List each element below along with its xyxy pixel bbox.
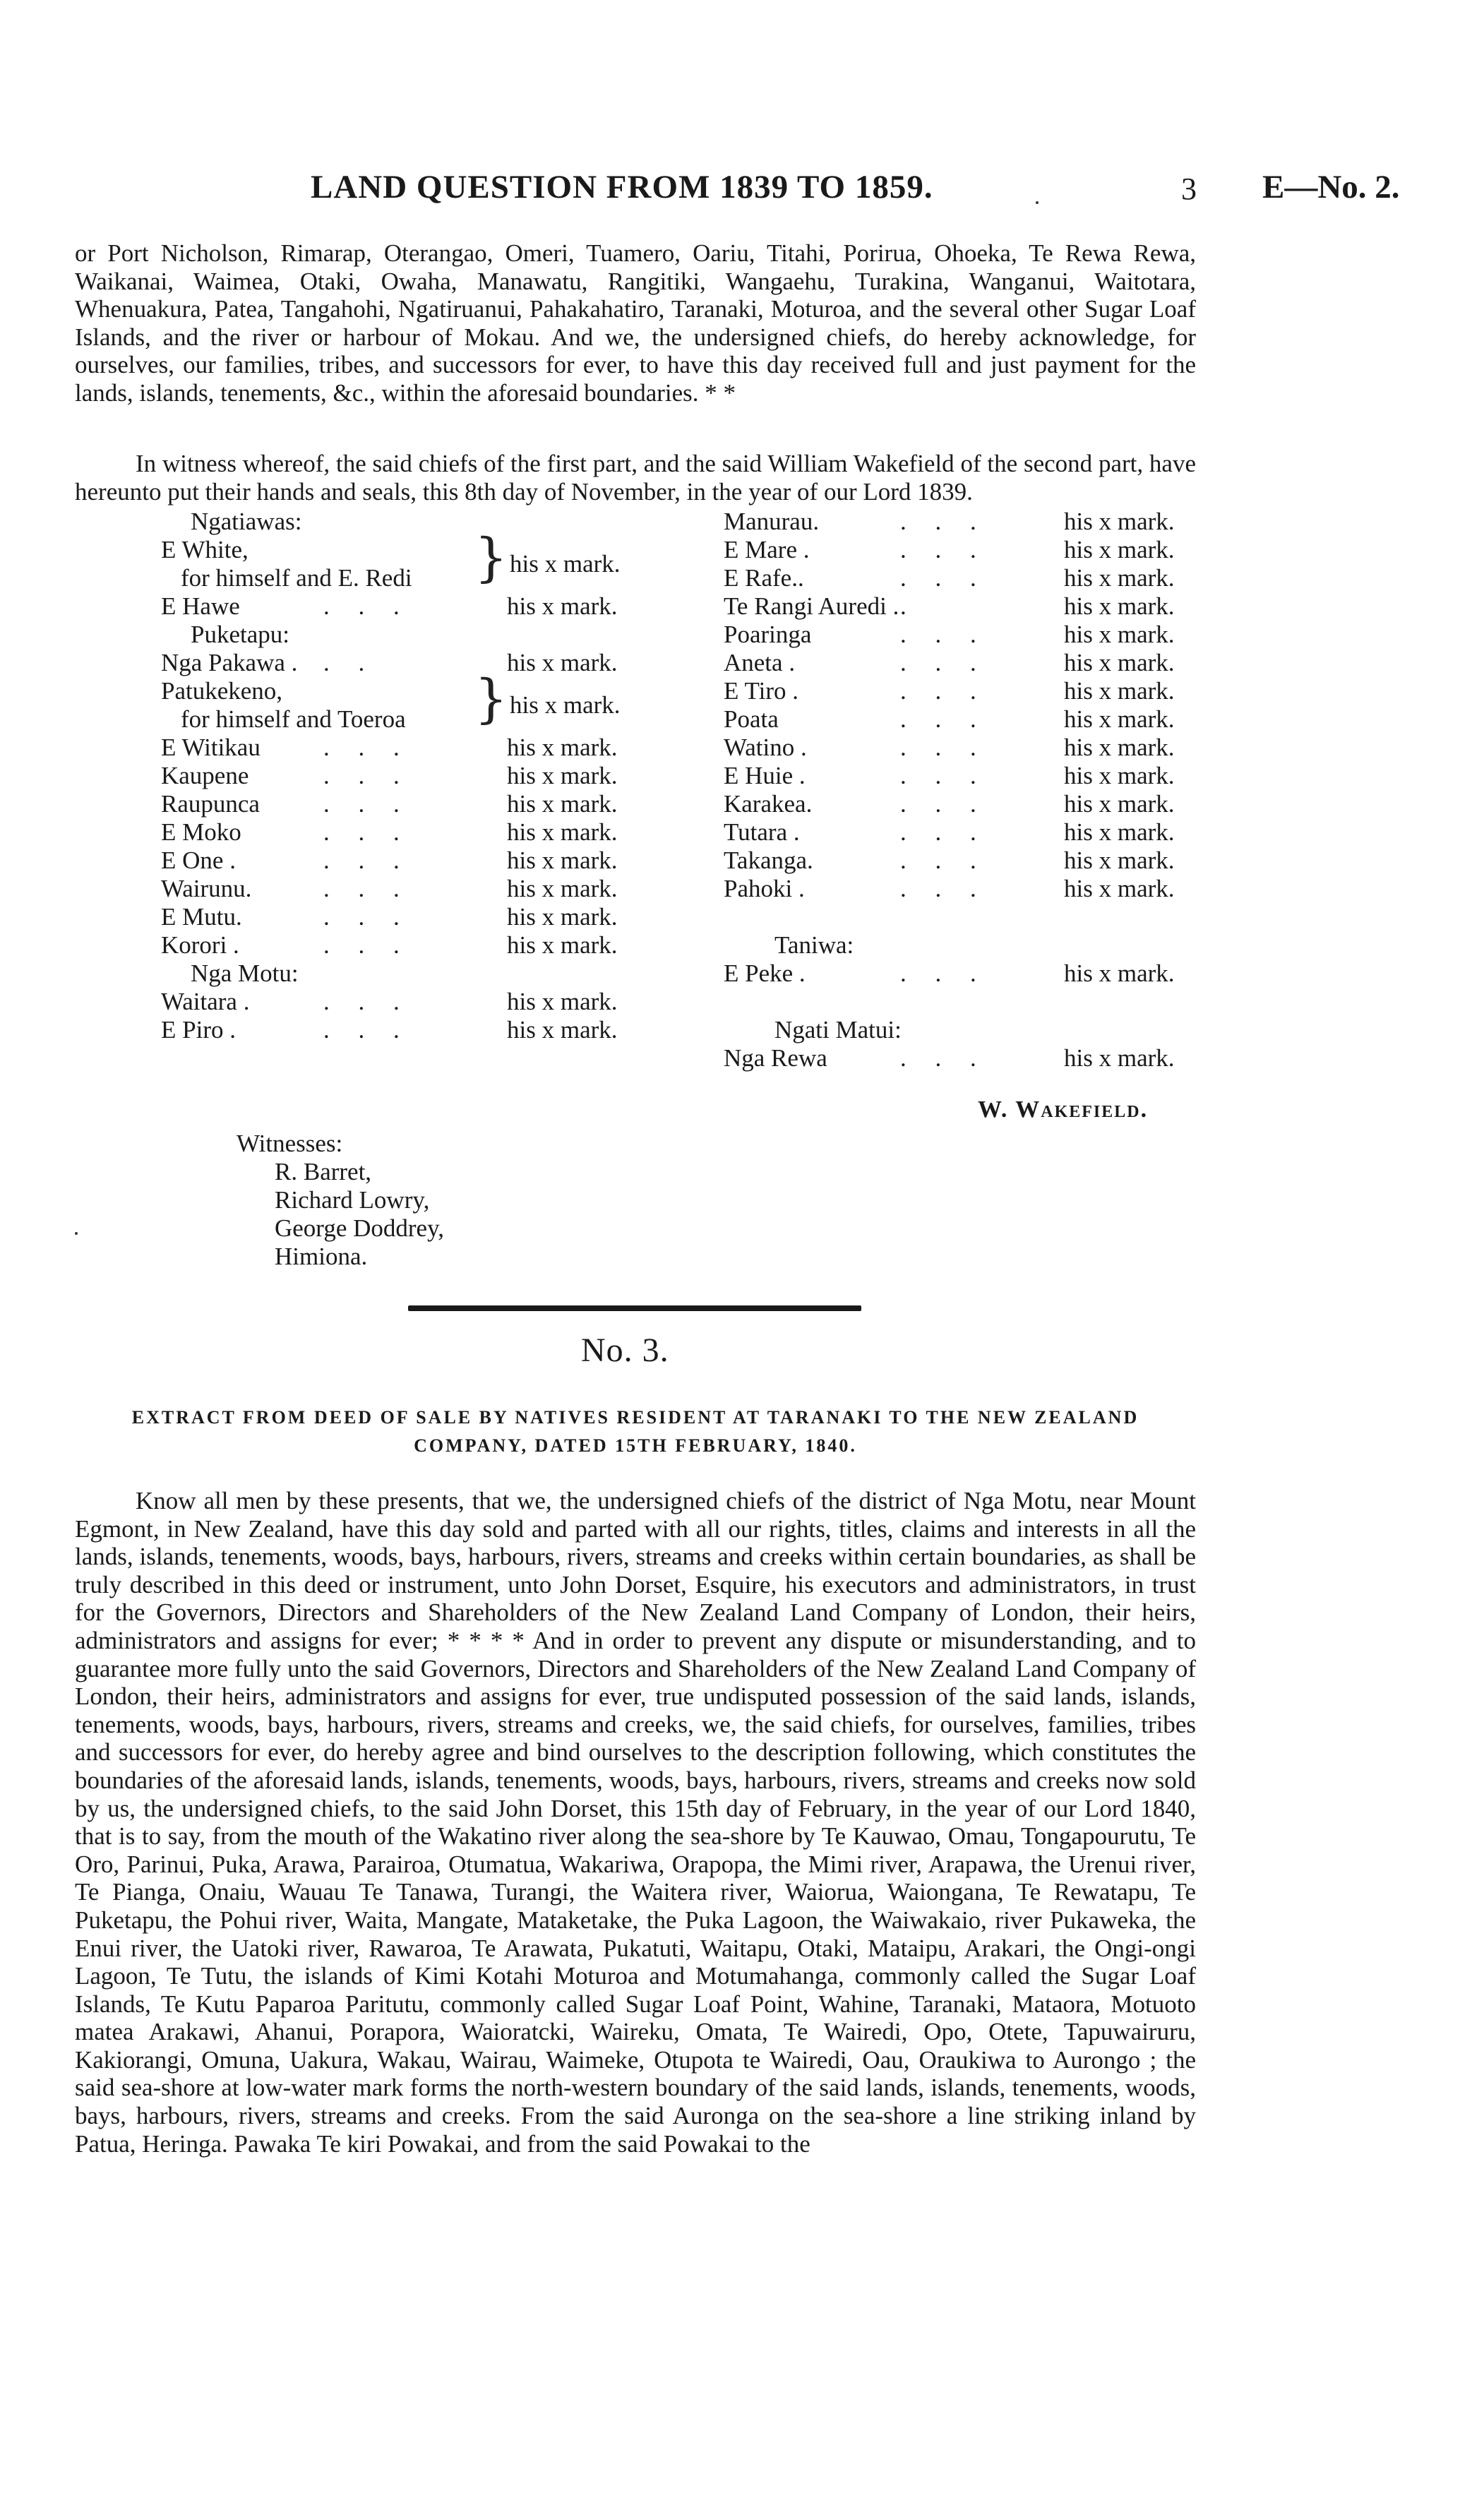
signature-mark: his x mark. <box>1064 847 1175 874</box>
signature-mark: his x mark. <box>1064 818 1175 846</box>
signature-mark: his x mark. <box>507 903 618 931</box>
leader-dots: . . . <box>900 762 988 789</box>
signatory-name: Takanga. <box>724 847 813 874</box>
leader-dots: . . . <box>900 649 988 676</box>
leader-dots: . . . <box>323 734 411 761</box>
document-number: No. 3. <box>581 1332 669 1369</box>
signature-mark: his x mark. <box>1064 959 1175 987</box>
signature-mark: his x mark. <box>1064 762 1175 789</box>
signature-mark: his x mark. <box>1064 564 1175 592</box>
signatory-name: Korori . <box>161 931 239 959</box>
signature-mark: his x mark. <box>1064 790 1175 818</box>
signature-mark: his x mark. <box>1064 875 1175 902</box>
signatory-name: E Huie . <box>724 762 806 789</box>
leader-dots: . . . <box>900 536 988 563</box>
deed-one-body: or Port Nicholson, Rimarap, Oterangao, Omeri, Tuamero, Oariu, Titahi, Porirua, Ohoeka, Te Rewa Rewa, Waikanai, Waimea, Otaki, Owaha, Manawatu, Rangitiki, Wangaehu, Turakina, Wanganui, Waitotara, Whenuakura, Patea, Tangahohi, Ngatiruanui, Pahakahatiro, Taranaki, Moturoa, and the several other Sugar Loaf Islands, and the river or harbour of Mokau. And we, the undersigned chiefs, do hereby acknowledge, for ourselves, our families, tribes, and successors for ever, to have this day received full and just payment for the lands, islands, tenements, &c., within the aforesaid boundaries. * * <box>75 239 1196 407</box>
leader-dots: . . . <box>323 847 411 874</box>
signature-mark: his x mark. <box>1064 536 1175 563</box>
signature-mark: his x mark. <box>1064 508 1175 535</box>
signature-mark: his x mark. <box>1064 705 1175 733</box>
page-number: 3 <box>1181 172 1197 206</box>
witness-name: Himiona. <box>275 1243 368 1270</box>
leader-dots: . . . <box>900 875 988 902</box>
signatory-name: E Peke . <box>724 959 806 987</box>
leader-dots: . . . <box>900 790 988 818</box>
witness-name: R. Barret, <box>275 1158 372 1185</box>
signature-mark: his x mark. <box>507 875 618 902</box>
tribe-heading: Ngati Matui: <box>774 1016 902 1044</box>
grouping-brace: } <box>474 669 508 729</box>
leader-dots: . . . <box>900 705 988 733</box>
leader-dots: . . . <box>900 677 988 705</box>
signatory-name: Watino . <box>724 734 807 761</box>
signature-mark: his x mark. <box>1064 1044 1175 1072</box>
leader-dots: . . . <box>323 592 411 620</box>
leader-dots: . . . <box>323 790 411 818</box>
signature-mark: his x mark. <box>1064 592 1175 620</box>
tribe-heading: Nga Motu: <box>191 959 299 987</box>
signatory-name: Wairunu. <box>161 875 252 902</box>
leader-dots: . . . <box>900 959 988 987</box>
witness-clause: In witness whereof, the said chiefs of the first part, and the said William Wakefield of the second part, have hereunto put their hands and seals, this 8th day of November, in the year of our Lord 1839. <box>75 450 1196 506</box>
leader-dots: . . . <box>900 1044 988 1072</box>
signatory-name: Tutara . <box>724 818 800 846</box>
signatory-name: E One . <box>161 847 236 874</box>
signatory-proxy: for himself and E. Redi <box>181 564 412 592</box>
signatory-name: Aneta . <box>724 649 796 676</box>
leader-dots: . . . <box>900 508 988 535</box>
witnesses-label: Witnesses: <box>237 1130 343 1157</box>
leader-dots: . . . <box>900 847 988 874</box>
signatory-name: Karakea. <box>724 790 813 818</box>
signatory-name: Kaupene <box>161 762 249 789</box>
tribe-heading: Ngatiawas: <box>191 508 302 535</box>
leader-dots: . . . <box>900 564 988 592</box>
running-header-title: LAND QUESTION FROM 1839 TO 1859. <box>311 169 933 205</box>
grouping-brace: } <box>474 527 508 588</box>
signature-mark: his x mark. <box>507 931 618 959</box>
signatory-name: Patukekeno, <box>161 677 283 705</box>
signatory-name: E White, <box>161 536 249 563</box>
signatory-name: Poata <box>724 705 779 733</box>
signatory-name: E Piro . <box>161 1016 236 1044</box>
leader-dots: . . <box>323 649 376 676</box>
signatory-proxy: for himself and Toeroa <box>181 705 406 733</box>
leader-dots: . . . <box>900 734 988 761</box>
section-divider <box>408 1305 861 1311</box>
signatory-name: Nga Rewa <box>724 1044 827 1072</box>
signature-mark: his x mark. <box>507 847 618 874</box>
signatory-name: Te Rangi Auredi . <box>724 592 899 620</box>
witness-name: George Doddrey, <box>275 1214 445 1242</box>
signature-mark: his x mark. <box>507 649 618 676</box>
paper-reference: E—No. 2. <box>1262 169 1400 205</box>
signatory-name: Raupunca <box>161 790 260 818</box>
signatory-name: Waitara . <box>161 988 250 1015</box>
signature-mark: his x mark. <box>507 592 618 620</box>
leader-dots: . . . <box>900 818 988 846</box>
ink-speck <box>75 1232 78 1235</box>
witness-name: Richard Lowry, <box>275 1186 430 1214</box>
signatory-name: E Mutu. <box>161 903 242 931</box>
signature-mark: his x mark. <box>510 550 621 578</box>
signatory-name: Manurau. <box>724 508 820 535</box>
signatory-name: E Tiro . <box>724 677 799 705</box>
signature-mark: his x mark. <box>507 1016 618 1044</box>
leader-dots: . . . <box>323 931 411 959</box>
signatory-name: E Hawe <box>161 592 240 620</box>
leader-dots: . . . <box>323 1016 411 1044</box>
tribe-heading: Puketapu: <box>191 621 289 648</box>
signatory-name: E Moko <box>161 818 241 846</box>
signature-mark: his x mark. <box>507 734 618 761</box>
signature-mark: his x mark. <box>507 988 618 1015</box>
tribe-heading: Taniwa: <box>774 931 854 959</box>
witnesses-block <box>237 1130 444 1271</box>
signature-mark: his x mark. <box>1064 734 1175 761</box>
extract-title: EXTRACT FROM DEED OF SALE BY NATIVES RESIDENT AT TARANAKI TO THE NEW ZEALAND COMPANY, DATED 15TH FEBRUARY, 1840. <box>131 1407 1139 1456</box>
ink-speck <box>1036 201 1039 204</box>
signatory-name: Poaringa <box>724 621 812 648</box>
leader-dots: . . . <box>323 903 411 931</box>
leader-dots: . . . <box>323 988 411 1015</box>
signature-mark: his x mark. <box>1064 621 1175 648</box>
signatory-name: E Rafe.. <box>724 564 804 592</box>
signatory-name: Nga Pakawa . <box>161 649 298 676</box>
signature-mark: his x mark. <box>1064 649 1175 676</box>
deed-two-body: Know all men by these presents, that we, the undersigned chiefs of the district of Nga Motu, near Mount Egmont, in New Zealand, have this day sold and parted with all our rights, titles, claims and interests in all the lands, islands, tenements, woods, bays, harbours, rivers, streams and creeks within certain boundaries, as shall be truly described in this deed or instrument, unto John Dorset, Esquire, his executors and administrators, in trust for the Governors, Directors and Shareholders of the New Zealand Land Company of London, their heirs, administrators and assigns for ever; * * * * And in order to prevent any dispute or misunderstanding, and to guarantee more fully unto the said Governors, Directors and Shareholders of the New Zealand Land Company of London, their heirs, administrators and assigns for ever, true undisputed possession of the said lands, islands, tenements, woods, bays, harbours, rivers, streams and creeks, we, the said chiefs, for ourselves, families, tribes and successors for ever, do hereby agree and bind ourselves to the description following, which constitutes the boundaries of the aforesaid lands, islands, tenements, woods, bays, harbours, rivers, streams and creeks now sold by us, the undersigned chiefs, to the said John Dorset, this 15th day of February, in the year of our Lord 1840, that is to say, from the mouth of the Wakatino river along the sea-shore by Te Kauwao, Omau, Tongapourutu, Te Oro, Parinui, Puka, Arawa, Parairoa, Otumatua, Wakariwa, Orapopa, the Mimi river, Arapawa, the Urenui river, Te Pianga, Onaiu, Wauau Te Tanawa, Turangi, the Waitera river, Waiorua, Waiongana, Te Rewatapu, Te Puketapu, the Pohui river, Waita, Mangate, Mataketake, the Puka Lagoon, the Waiwakaio, river Pukaweka, the Enui river, the Uatoki river, Rawaroa, Te Arawata, Pukatuti, Waitapu, Otaki, Mataipu, Arakari, the Ongi-ongi Lagoon, Te Tutu, the islands of Kimi Kotahi Moturoa and Motumahanga, commonly called the Sugar Loaf Islands, Te Kutu Paparoa Paritutu, commonly called Sugar Loaf Point, Wahine, Taranaki, Mataora, Motuoto matea Arakawi, Ahanui, Porapora, Waioratcki, Waireku, Omata, Te Wairedi, Opo, Otete, Tapuwairuru, Kakiorangi, Omuna, Uakura, Wakau, Wairau, Waimeke, Otupota te Wairedi, Oau, Oraukiwa to Aurongo ; the said sea-shore at low-water mark forms the north-western boundary of the said lands, islands, tenements, woods, bays, harbours, rivers, streams and creeks. From the said Auronga on the sea-shore a line striking inland by Patua, Heringa. Pawaka Te kiri Powakai, and from the said Powakai to the <box>75 1487 1196 2158</box>
signatory-name: E Mare . <box>724 536 810 563</box>
signature-mark: his x mark. <box>1064 677 1175 705</box>
leader-dots: . <box>900 592 918 620</box>
signatory-name: Pahoki . <box>724 875 805 902</box>
signature-mark: his x mark. <box>507 818 618 846</box>
signature-mark: his x mark. <box>510 691 621 719</box>
leader-dots: . . . <box>900 621 988 648</box>
leader-dots: . . . <box>323 762 411 789</box>
signatory-w-wakefield: W. Wakefield. <box>978 1096 1149 1123</box>
signature-mark: his x mark. <box>507 790 618 818</box>
signatory-name: E Witikau <box>161 734 261 761</box>
leader-dots: . . . <box>323 875 411 902</box>
leader-dots: . . . <box>323 818 411 846</box>
signature-mark: his x mark. <box>507 762 618 789</box>
